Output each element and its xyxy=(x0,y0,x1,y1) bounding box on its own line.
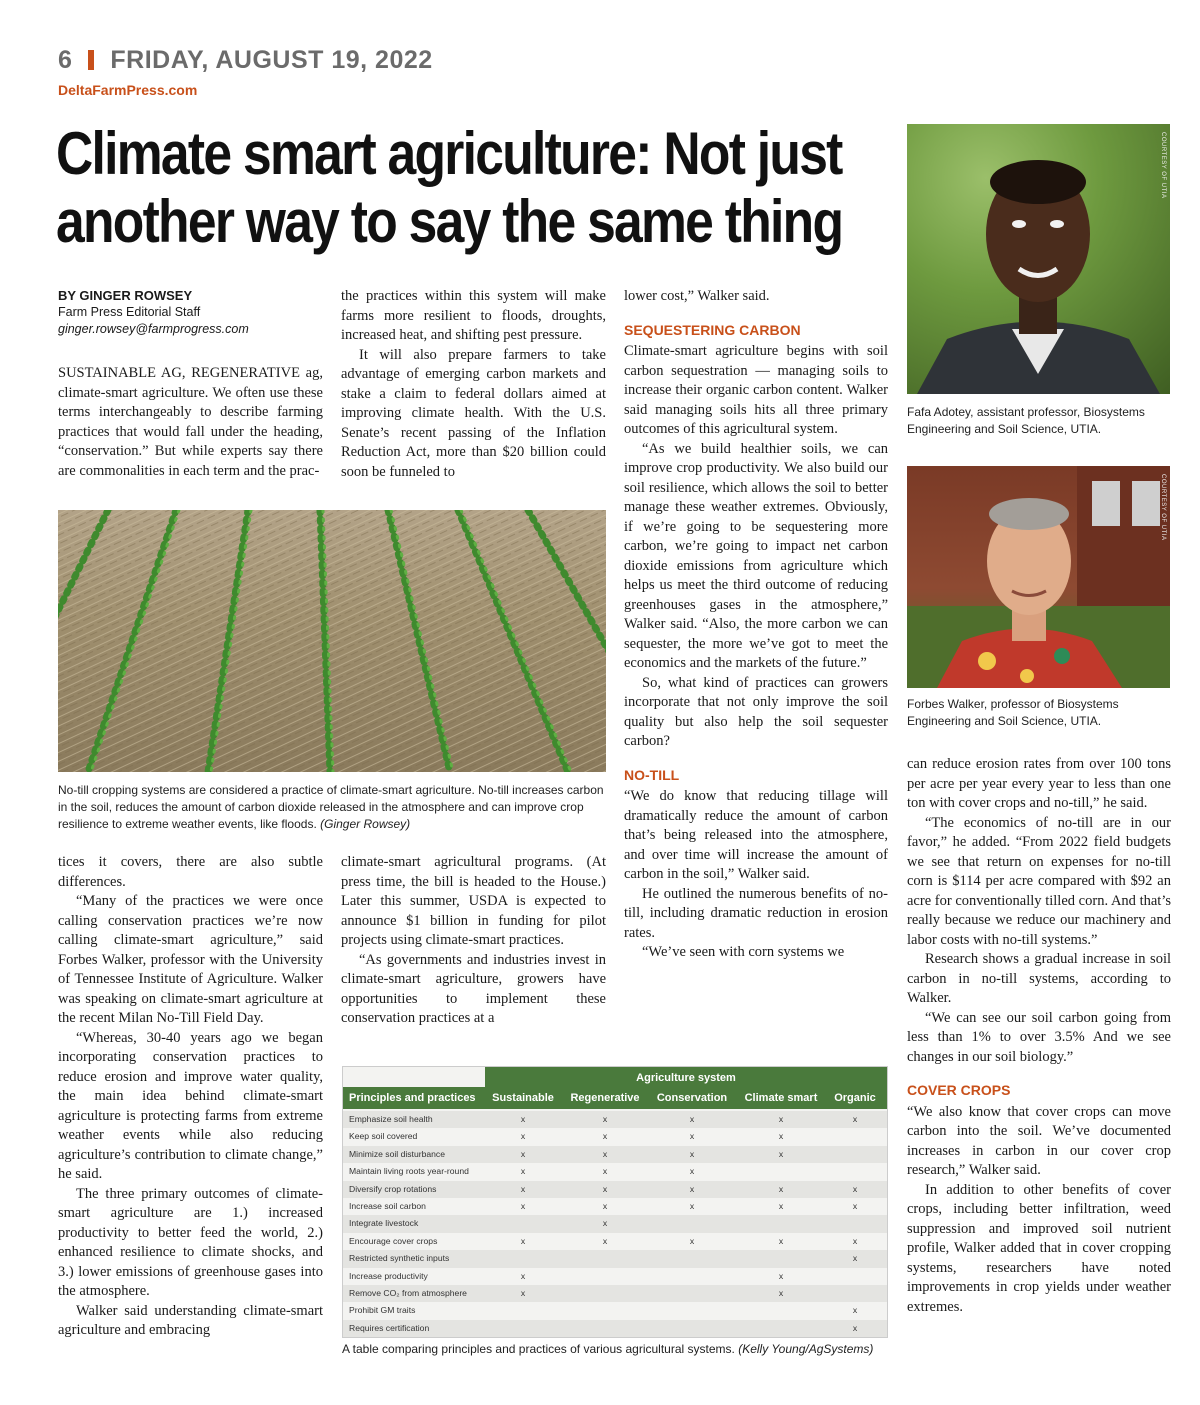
table-row-label: Emphasize soil health xyxy=(349,1114,433,1124)
column-1-bottom xyxy=(58,853,323,1341)
portrait-fafa-adotey xyxy=(907,124,1170,394)
column-2-top xyxy=(341,287,606,482)
headline-line-2: another way to say the same thing xyxy=(56,188,843,255)
caption-text: No-till cropping systems are considered a practice of climate-smart agriculture. No-till increases carbon in the soil, reduces the amount of carbon dioxide released in the atmosphere and can improve crop resilience to extreme weather events, like floods. xyxy=(58,783,604,831)
table-row xyxy=(343,1146,887,1163)
table-cell-mark: x xyxy=(778,1235,784,1246)
table-row-label: Encourage cover crops xyxy=(349,1235,438,1246)
subhead-sequestering-carbon: SEQUESTERING CARBON xyxy=(624,321,801,338)
table-row xyxy=(343,1320,887,1337)
column-1-top xyxy=(58,364,323,481)
table-cell-mark: x xyxy=(689,1131,695,1142)
table-cell-mark: x xyxy=(778,1270,784,1281)
paragraph: lower cost,” Walker said. xyxy=(624,288,770,304)
issue-date: FRIDAY, AUGUST 19, 2022 xyxy=(110,46,433,74)
table-cell-mark: x xyxy=(778,1131,784,1142)
table-row xyxy=(343,1233,887,1250)
author-name: BY GINGER ROWSEY xyxy=(58,288,193,303)
column-3 xyxy=(624,287,888,963)
column-4 xyxy=(907,755,1171,1317)
table-header-column: Sustainable xyxy=(492,1092,554,1104)
subhead-cover-crops: COVER CROPS xyxy=(907,1082,1011,1098)
table-cell-mark: x xyxy=(602,1201,608,1211)
table-cell-mark: x xyxy=(852,1235,858,1246)
table-credit: (Kelly Young/AgSystems) xyxy=(738,1342,874,1356)
table-row-label: Diversify crop rotations xyxy=(349,1183,437,1194)
table-row-label: Keep soil covered xyxy=(349,1131,418,1142)
site-name: DeltaFarmPress.com xyxy=(58,82,198,98)
table-cell-mark: x xyxy=(602,1235,608,1246)
table-cell-mark: x xyxy=(689,1148,695,1159)
table-cell-mark: x xyxy=(778,1288,784,1298)
table-header-column: Climate smart xyxy=(744,1092,818,1104)
author-email: ginger.rowsey@farmprogress.com xyxy=(58,322,249,336)
table-row xyxy=(343,1302,887,1319)
paragraph: Research shows a gradual increase in soil carbon in no-till systems, according to Walker. xyxy=(907,951,1171,1006)
table-row xyxy=(343,1215,887,1232)
page-number: 6 xyxy=(58,46,73,74)
table-cell-mark: x xyxy=(852,1305,858,1316)
table-header-column: Conservation xyxy=(656,1092,728,1104)
adotey-caption: Fafa Adotey, assistant professor, Biosystems Engineering and Soil Science, UTIA. xyxy=(907,405,1145,436)
agriculture-system-table xyxy=(342,1066,888,1338)
table-caption xyxy=(342,1341,886,1358)
table-row xyxy=(343,1285,887,1302)
subhead-no-till: NO-TILL xyxy=(624,766,680,783)
table-row xyxy=(343,1198,887,1215)
table-header-row xyxy=(343,1087,887,1109)
paragraph: “We do know that reducing tillage will dramatically reduce the amount of carbon that’s being released into the atmosphere, and over time will increase the amount of carbon in the soil,” Walker said. xyxy=(624,788,888,882)
table-cell-mark: x xyxy=(602,1148,608,1159)
headline xyxy=(56,120,843,256)
paragraph: Walker said understanding climate-smart agriculture and embracing xyxy=(58,1302,323,1338)
table-cell-mark: x xyxy=(602,1131,608,1142)
paragraph: tices it covers, there are also subtle differences. xyxy=(58,854,323,890)
table-cell-mark: x xyxy=(852,1201,858,1211)
table-cell-mark: x xyxy=(852,1183,858,1194)
paragraph: “As we build healthier soils, we can improve crop productivity. We also build our soil resilience, which allows the soil to better manage these weather extremes. Obviously, if we’re going to be sequestering more carbon, we’re going to impact net carbon dioxide emissions from agriculture which helps us meet the third outcome of reducing greenhouses gases in the atmosphere,” Walker said. “Also, the more carbon we can sequester, the more we’ve got to meet the economics and the markets of the future.” xyxy=(624,440,888,671)
table-cell-mark: x xyxy=(602,1218,608,1229)
table-cell-mark: x xyxy=(602,1114,608,1124)
paragraph: “As governments and industries invest in climate-smart agriculture, growers have opportunities to implement these conservation practices at a xyxy=(341,951,606,1026)
table-row-label: Remove CO₂ from atmosphere xyxy=(349,1288,467,1298)
table-cell-mark: x xyxy=(602,1166,608,1177)
table-cell-mark: x xyxy=(689,1166,695,1177)
table-row-label: Increase productivity xyxy=(349,1270,428,1281)
table-cell-mark: x xyxy=(602,1183,608,1194)
table-group-header: Agriculture system xyxy=(485,1067,887,1089)
table-row-label: Prohibit GM traits xyxy=(349,1305,416,1316)
table-row xyxy=(343,1111,887,1128)
table-cell-mark: x xyxy=(520,1148,526,1159)
field-photo-caption xyxy=(58,782,606,833)
table-cell-mark: x xyxy=(520,1288,526,1298)
table-cell-mark: x xyxy=(520,1270,526,1281)
paragraph: It will also prepare farmers to take advantage of emerging carbon markets and stake a claim to federal dollars aimed at improving climate health. With the U.S. Senate’s recent passing of the Inflation Reduction Act, more than $20 billion could soon be funneled to xyxy=(341,346,606,480)
table-cell-mark: x xyxy=(852,1322,858,1333)
paragraph: “Whereas, 30-40 years ago we began incorporating conservation practices to reduce erosion and improve water quality, the main idea behind climate-smart agriculture is protecting farms from extreme weather events while also reducing agriculture’s contribution to climate change,” he said. xyxy=(58,1029,323,1182)
table-cell-mark: x xyxy=(689,1183,695,1194)
table-row xyxy=(343,1268,887,1285)
table-cell-mark: x xyxy=(520,1183,526,1194)
paragraph: Climate-smart agriculture begins with soil carbon sequestration — managing soils to increase their organic carbon content. Walker said managing soils hits all three primary outcomes of this agricultural system. xyxy=(624,343,888,437)
table-row-label: Requires certification xyxy=(349,1322,430,1333)
table-row xyxy=(343,1181,887,1198)
paragraph: SUSTAINABLE AG, REGENERATIVE ag, climate-smart agriculture. We often use these terms interchangeably to describe farming practices that would fall under the heading, “conservation.” But while experts say there are commonalities in each term and the prac- xyxy=(58,365,323,479)
table-cell-mark: x xyxy=(778,1114,784,1124)
table-row-label: Restricted synthetic inputs xyxy=(349,1253,450,1264)
photo-credit: COURTESY OF UTIA xyxy=(1160,474,1166,541)
portrait-forbes-walker xyxy=(907,466,1170,688)
table-row xyxy=(343,1128,887,1145)
paragraph: “We can see our soil carbon going from less than 1% to over 3.5% And we see changes in our soil biology.” xyxy=(907,1009,1171,1065)
paragraph: “The economics of no-till are in our favor,” he added. “From 2022 field budgets we see that return on expenses for no-till corn is $114 per acre compared with $92 an acre for conventionally tilled corn. And that’s really because we reduce our machinery and labor costs with no-till systems.” xyxy=(907,814,1171,948)
table-cell-mark: x xyxy=(520,1235,526,1246)
folio-line xyxy=(58,46,433,75)
table-cell-mark: x xyxy=(689,1114,695,1124)
paragraph: So, what kind of practices can growers incorporate that not only improve the soil quality but also help the soil sequester carbon? xyxy=(624,674,888,749)
field-rows-illustration xyxy=(58,510,606,772)
table-cell-mark: x xyxy=(520,1131,526,1142)
table-header-column: Organic xyxy=(834,1092,876,1104)
table-header-column: Regenerative xyxy=(570,1092,640,1104)
table-cell-mark: x xyxy=(852,1253,858,1264)
table-cell-mark: x xyxy=(852,1114,858,1124)
byline xyxy=(58,287,323,338)
no-till-field-photo xyxy=(58,510,606,772)
paragraph: The three primary outcomes of climate-smart agriculture are 1.) increased productivity to better feed the world, 2.) enhanced resilience to climate shocks, and 3.) lower emissions of greenhouse gases into the atmosphere. xyxy=(58,1185,323,1299)
caption-text: A table comparing principles and practices of various agricultural systems. xyxy=(342,1342,735,1356)
table-cell-mark: x xyxy=(520,1201,526,1211)
paragraph: the practices within this system will make farms more resilient to floods, droughts, increased heat, and shifting pest pressure. xyxy=(341,288,606,343)
folio-divider xyxy=(88,50,94,70)
paragraph: He outlined the numerous benefits of no-till, including dramatic reduction in erosion rates. xyxy=(624,885,888,941)
table-row-label: Minimize soil disturbance xyxy=(349,1148,445,1159)
table-row xyxy=(343,1250,887,1267)
paragraph: “Many of the practices we were once calling conservation practices we’re now calling climate-smart agriculture,” said Forbes Walker, professor with the University of Tennessee Institute of Agriculture. Walker was speaking on climate-smart agriculture at the recent Milan No-Till Field Day. xyxy=(58,893,323,1026)
paragraph: can reduce erosion rates from over 100 tons per acre per year every year to less than one ton with cover crops and no-till,” he said. xyxy=(907,756,1171,811)
table-cell-mark: x xyxy=(520,1166,526,1177)
table-row-label: Increase soil carbon xyxy=(349,1201,426,1211)
table-cell-mark: x xyxy=(520,1114,526,1124)
table-cell-mark: x xyxy=(689,1235,695,1246)
author-role: Farm Press Editorial Staff xyxy=(58,305,201,319)
table-row-label: Integrate livestock xyxy=(349,1218,419,1229)
paragraph: “We also know that cover crops can move carbon into the soil. We’ve documented increases in carbon in our cover crop research,” Walker said. xyxy=(907,1103,1171,1178)
table-cell-mark: x xyxy=(778,1201,784,1211)
paragraph: climate-smart agricultural programs. (At press time, the bill is headed to the House.) Later this summer, USDA is expected to announce $1 billion in funding for pilot projects using climate-smart practices. xyxy=(341,854,606,948)
column-2-bottom xyxy=(341,853,606,1029)
table-header-principles: Principles and practices xyxy=(349,1092,476,1104)
portrait-illustration xyxy=(907,466,1170,688)
table-cell-mark: x xyxy=(778,1183,784,1194)
walker-caption: Forbes Walker, professor of Biosystems Engineering and Soil Science, UTIA. xyxy=(907,697,1119,728)
table-cell-mark: x xyxy=(778,1148,784,1159)
photo-credit: COURTESY OF UTIA xyxy=(1160,132,1166,199)
table-row-label: Maintain living roots year-round xyxy=(349,1166,469,1177)
paragraph: “We’ve seen with corn systems we xyxy=(642,944,845,960)
table-cell-mark: x xyxy=(689,1201,695,1211)
paragraph: In addition to other benefits of cover crops, including better infiltration, weed suppression and improved soil nutrient profile, Walker added that in cover cropping systems, researchers have noted improvements in crop yields under weather extremes. xyxy=(907,1181,1171,1315)
photo-credit: (Ginger Rowsey) xyxy=(320,817,411,831)
table-row xyxy=(343,1163,887,1180)
portrait-illustration xyxy=(907,124,1170,394)
headline-line-1: Climate smart agriculture: Not just xyxy=(56,120,842,187)
